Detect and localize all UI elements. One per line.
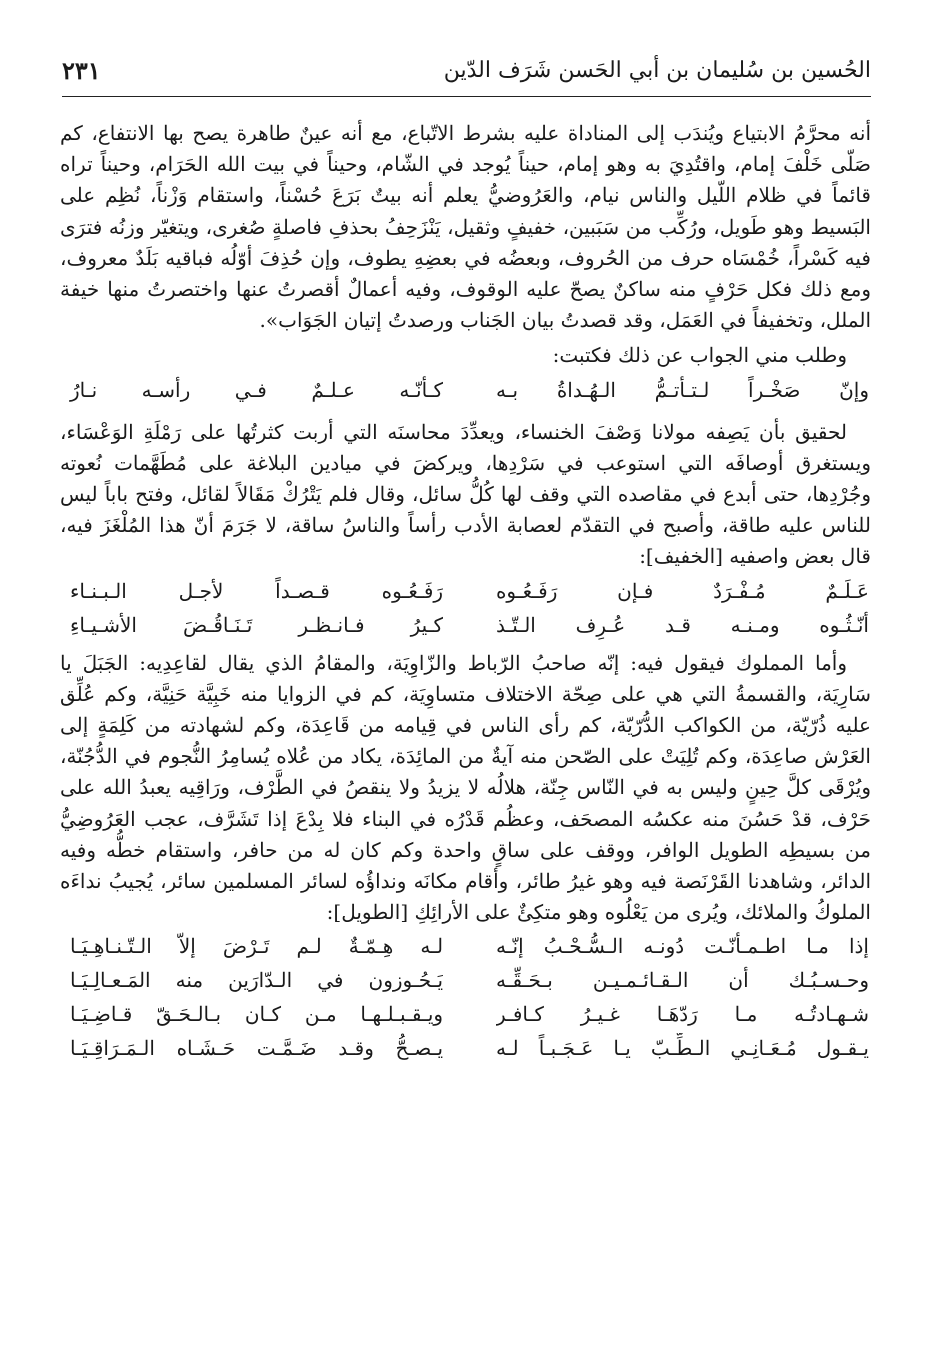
verse-4-first-hemistich: إذا مـا اطـمـأنّـت دُونـه الـسُّـحْـبُ إنّـه (495, 934, 869, 959)
verse-line-2 (60, 576, 871, 607)
verse-1-first-hemistich: وإنّ صَخْـراً لـتـأتـمُّ الـهُـداةُ بـه (495, 377, 869, 402)
paragraph-2: وطلب مني الجواب عن ذلك فكتبت: (552, 343, 847, 368)
verse-7-second-hemistich: يـصـحُّ وقـد ضَـمَّـت حَـشَـاه الـمَـرَاقِـيَـا (70, 1036, 444, 1061)
verse-7-first-hemistich: يـقـول مُـعَـانِـي الـطِّـبّ يـا عَـجَـبـاً لـه (495, 1036, 869, 1061)
verse-3-second-hemistich: كـيرُ فـانـظـر تَـنَـاقُـضَ الأشـيـاءِ (70, 612, 444, 637)
header-title: الحُسين بن سُليمان بن أبي الحَسن شَرَف الدّين (443, 58, 871, 83)
verse-5-first-hemistich: وحـسـبُـك أن الـقـائـمـيـن بـحَـقِّـه (495, 968, 869, 993)
verse-line-1 (60, 375, 871, 406)
page-number: ٢٣١ (62, 56, 101, 85)
page-body (60, 118, 871, 1067)
verse-1-second-hemistich: كـأنّـه عـلـمٌ فـي رأسـه نـارُ (70, 377, 444, 402)
verse-2-first-hemistich: عَـلَـمٌ مُـفْـرَدٌ فـإن رَفَـعُـوه (495, 578, 869, 603)
verse-line-7 (60, 1033, 871, 1064)
running-header (62, 52, 871, 97)
verse-line-6 (60, 999, 871, 1030)
verse-6-first-hemistich: شـهـادتُـه مـا رَدّهَـا غـيـرُ كـافـر (495, 1002, 869, 1027)
verse-line-3 (60, 610, 871, 641)
verse-line-4 (60, 931, 871, 962)
verse-line-5 (60, 965, 871, 996)
verse-3-first-hemistich: أنّـثُـوه ومـنـه قـد عُـرِف الـتّـذ (495, 612, 869, 637)
verse-2-second-hemistich: رَفَـعُـوه قـصـداً لأجـل الـبـنـاء (70, 578, 444, 603)
verse-5-second-hemistich: يَـحُـوزون في الـدّارَين منه المَـعـالِـيَـا (70, 968, 444, 993)
paragraph-1: أنه محرَّمُ الابتياع ويُندَب إلى المناداة عليه بشرط الاتّباع، مع أنه عينٌ طاهرة يصح بها الانتفاع، كم صَلّى خَلْفَ إمام، واقتُدِيَ به وهو إمام، حيناً يُوجد في الشّام، وحيناً في بيت الله الحَرَام، وحيناً تراه قائماً في ظلام اللّيل والناس نيام، والعَرُوضيُّ يعلم أنه بيتٌ بَرَعَ حُسْناً، واستقام وَزْناً، نُظِم على البَسيط وهو طَويل، ورُكِّب من سَبَبين، خفيفٍ وثقيل، يَنْزَحِفُ بحذفِ فاصلةٍ صُغرى، ويتغيّر وزنُه فترَى فيه كَسْراً، خُمْسَاه حرف من الحُروف، وبعضُه في بعضِهِ يطوف، وإن حُذِفَ أوّلُه فباقيه بَلَدٌ معروف، ومع ذلك فكل حَرْفٍ منه ساكنٌ يصحّ عليه الوقوف، وفيه أعمالٌ أقصرتُ عنها واختصرتُ منها خيفة الملل، وتخفيفاً في العَمَل، وقد قصدتُ بيان الجَناب ورصدتُ إتيان الجَوَاب». (60, 121, 871, 333)
verse-4-second-hemistich: لـه هِـمّـةٌ لـم تَـرْضَ إلاّ الـتّـنـاهِـيَـا (70, 934, 444, 959)
paragraph-3: لحقيق بأن يَصِفه مولانا وَصْفَ الخنساء، ويعدِّدَ محاسنَه التي أربت كثرتُها على رَمْلَةِ الوَعْسَاء، ويستغرق أوصافَه التي استوعب في سَرْدِها، ويركضَ في ميادين البلاغة على مُطَهَّمات نُعوته وجُرْدِها، حتى أبدع في مقاصده التي وقف لها كُلُّ سائل، وقال فلم يَتْرُكْ مَقَالاً لقائل، وفتح باباً ليس للناس عليه طاقة، وأصبح في التقدّم لعصابة الأدب رأساً والناسُ ساقة، لا جَرَمَ أنّ هذا المُلْغَزَ فيه، قال بعض واصفيه [الخفيف]: (60, 419, 871, 569)
paragraph-4: وأما المملوك فيقول فيه: إنّه صاحبُ الرّباط والزّاوِيَة، والمقامُ الذي يقال لقاعِدِيه: الجَبَلَ يا سَارِيَة، والقسمةُ التي هي على صِحّة الاختلاف متساوِيَة، كم في الزوايا منه خَبِيَّة حَنِيَّة، وكم عُلِّق عليه ذُرّيّة، من الكواكب الدُّرّيّة، كم رأى الناس في قِيامه من قَاعِدَة، وكم لشهادته من كَلِمَةٍ إلى العَرْش صاعِدَة، وكم تُلِيَتْ على الصّحن منه آيةٌ من المائِدَة، يكاد من عُلاه يُسامِرُ النُّجوم في الدُّجُنّة، ويُرْقَى كلَّ حِينٍ وليس به في النّاس جِنّة، هلالُه لا يزيدُ ولا ينقصُ في الطَّرْف، ورَاقِيه يعبدُ الله على حَرْف، قدْ حَسُنَ منه عكسُه المصحَف، وعظُم قَدْرُه في البناء فلا بِدْعَ إذا تَشَرَّف، عجب العَرُوضِيُّ من بسيطِه الطويل الوافر، ووقف على ساقٍ واحدة وكم كان له من حافر، واستقام خطُّه وفيه الدائر، وشاهدنا القَرْنَصة فيه وهو غيرُ طائر، وأقام مكانَه ونداؤُه لسائر المسلمين سائر، يُجيبُ نداءَه الملوكُ والملائك، ويُرى من يَعْلُوه وهو متكِئٌ على الأرائِكِ [الطويل]: (60, 650, 871, 925)
verse-6-second-hemistich: ويـقـبـلـهـا مـن كـان بـالـحَـقّ قـاضِـيَـا (70, 1002, 444, 1027)
